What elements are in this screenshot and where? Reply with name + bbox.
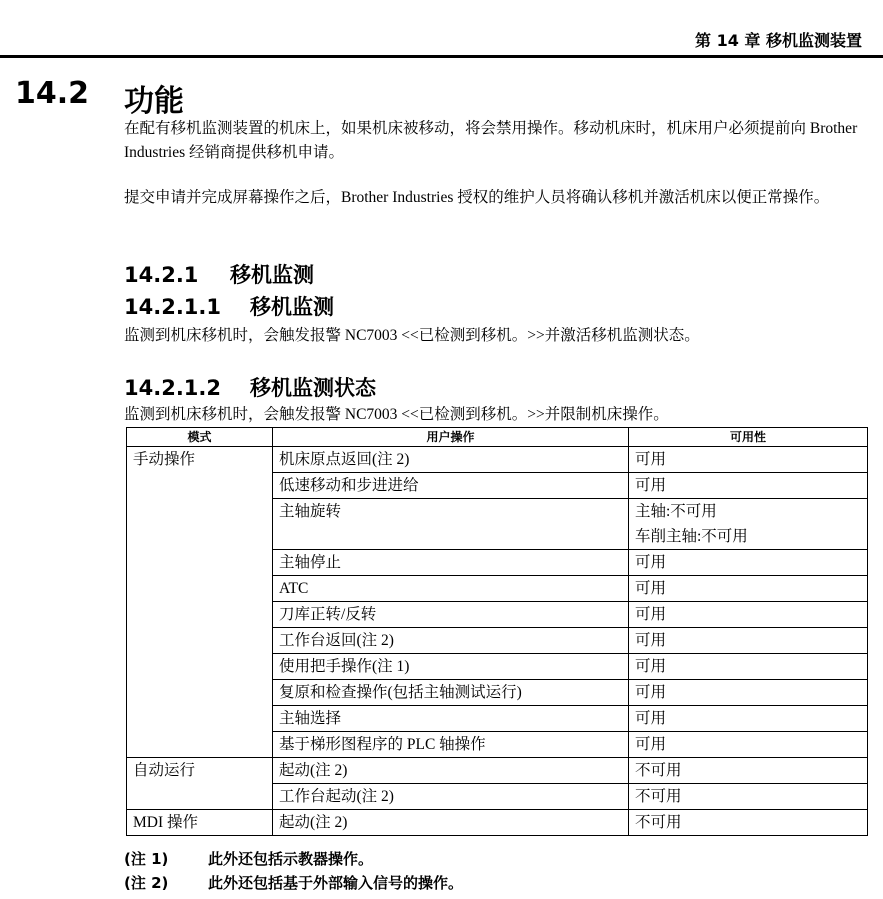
header-rule xyxy=(0,55,883,58)
note-1-text: 此外还包括示教器操作。 xyxy=(208,850,374,868)
intro-paragraph-2: 提交申请并完成屏幕操作之后，Brother Industries 授权的维护人员将确认移机并激活机床以便正常操作。 xyxy=(124,189,830,206)
table-row xyxy=(127,447,868,473)
availability-line-2: 车削主轴:不可用 xyxy=(635,528,748,545)
mode-cell xyxy=(127,784,273,810)
subsubsection-text-2: 监测到机床移机时，会触发报警 NC7003 <<已检测到移机。>>并限制机床操作。 xyxy=(124,406,669,423)
note-2-label: (注 2) xyxy=(124,874,169,892)
availability-cell: 不可用 xyxy=(629,810,868,836)
mode-cell xyxy=(127,499,273,550)
note-2 xyxy=(124,872,463,893)
availability-cell: 可用 xyxy=(629,473,868,499)
operations-table xyxy=(126,427,868,836)
availability-cell: 可用 xyxy=(629,680,868,706)
availability-cell: 可用 xyxy=(629,550,868,576)
header-mode: 模式 xyxy=(127,428,273,447)
availability-cell: 不可用 xyxy=(629,758,868,784)
intro-paragraph-1: 在配有移机监测装置的机床上，如果机床被移动，将会禁用操作。移动机床时，机床用户必须提前向 Brother Industries 经销商提供移机申请。 xyxy=(124,120,858,161)
mode-cell xyxy=(127,576,273,602)
subsection-number: 14.2.1 xyxy=(124,263,199,287)
mode-cell xyxy=(127,732,273,758)
operation-cell: 基于梯形图程序的 PLC 轴操作 xyxy=(273,732,629,758)
subsubsection-heading-2 xyxy=(124,372,376,402)
note-1-label: (注 1) xyxy=(124,850,169,868)
availability-cell: 可用 xyxy=(629,654,868,680)
table-row xyxy=(127,680,868,706)
table-row xyxy=(127,550,868,576)
mode-cell xyxy=(127,473,273,499)
subsubsection-title-2: 移机监测状态 xyxy=(250,376,376,400)
table-row xyxy=(127,810,868,836)
operation-cell: 工作台返回(注 2) xyxy=(273,628,629,654)
operation-cell: 主轴停止 xyxy=(273,550,629,576)
mode-cell: MDI 操作 xyxy=(127,810,273,836)
header-operation: 用户操作 xyxy=(273,428,629,447)
mode-cell xyxy=(127,706,273,732)
mode-cell: 手动操作 xyxy=(127,447,273,473)
mode-cell: 自动运行 xyxy=(127,758,273,784)
section-title: 功能 xyxy=(124,84,184,119)
operation-cell: 工作台起动(注 2) xyxy=(273,784,629,810)
availability-cell: 可用 xyxy=(629,706,868,732)
mode-cell xyxy=(127,654,273,680)
operation-cell: ATC xyxy=(273,576,629,602)
operation-cell: 复原和检查操作(包括主轴测试运行) xyxy=(273,680,629,706)
table-row xyxy=(127,732,868,758)
table-row xyxy=(127,628,868,654)
table-row xyxy=(127,473,868,499)
mode-cell xyxy=(127,680,273,706)
operation-cell: 使用把手操作(注 1) xyxy=(273,654,629,680)
availability-cell: 可用 xyxy=(629,576,868,602)
table-row xyxy=(127,576,868,602)
operation-cell: 刀库正转/反转 xyxy=(273,602,629,628)
note-1 xyxy=(124,848,373,869)
operation-cell: 主轴选择 xyxy=(273,706,629,732)
availability-line-1: 主轴:不可用 xyxy=(635,503,717,520)
note-2-text: 此外还包括基于外部输入信号的操作。 xyxy=(208,874,464,892)
section-number: 14.2 xyxy=(15,76,90,111)
table-row xyxy=(127,654,868,680)
chapter-header: 第 14 章 移机监测装置 xyxy=(695,31,862,50)
table-row xyxy=(127,499,868,550)
mode-cell xyxy=(127,602,273,628)
availability-cell: 不可用 xyxy=(629,784,868,810)
availability-cell: 可用 xyxy=(629,447,868,473)
mode-cell xyxy=(127,550,273,576)
subsubsection-text-1: 监测到机床移机时，会触发报警 NC7003 <<已检测到移机。>>并激活移机监测状态。 xyxy=(124,327,700,344)
table-row xyxy=(127,758,868,784)
table-row xyxy=(127,706,868,732)
availability-cell: 可用 xyxy=(629,602,868,628)
operation-cell: 低速移动和步进进给 xyxy=(273,473,629,499)
subsubsection-title-1: 移机监测 xyxy=(250,295,334,319)
operation-cell: 主轴旋转 xyxy=(273,499,629,550)
subsubsection-number-2: 14.2.1.2 xyxy=(124,376,221,400)
operation-cell: 起动(注 2) xyxy=(273,810,629,836)
table-row xyxy=(127,602,868,628)
availability-cell: 可用 xyxy=(629,732,868,758)
table-row xyxy=(127,784,868,810)
header-availability: 可用性 xyxy=(629,428,868,447)
availability-cell xyxy=(629,499,868,550)
subsection-title: 移机监测 xyxy=(230,263,314,287)
mode-cell xyxy=(127,628,273,654)
operation-cell: 起动(注 2) xyxy=(273,758,629,784)
subsection-heading xyxy=(124,259,314,289)
availability-cell: 可用 xyxy=(629,628,868,654)
table-header-row xyxy=(127,428,868,447)
subsubsection-heading-1 xyxy=(124,291,334,321)
operation-cell: 机床原点返回(注 2) xyxy=(273,447,629,473)
subsubsection-number-1: 14.2.1.1 xyxy=(124,295,221,319)
